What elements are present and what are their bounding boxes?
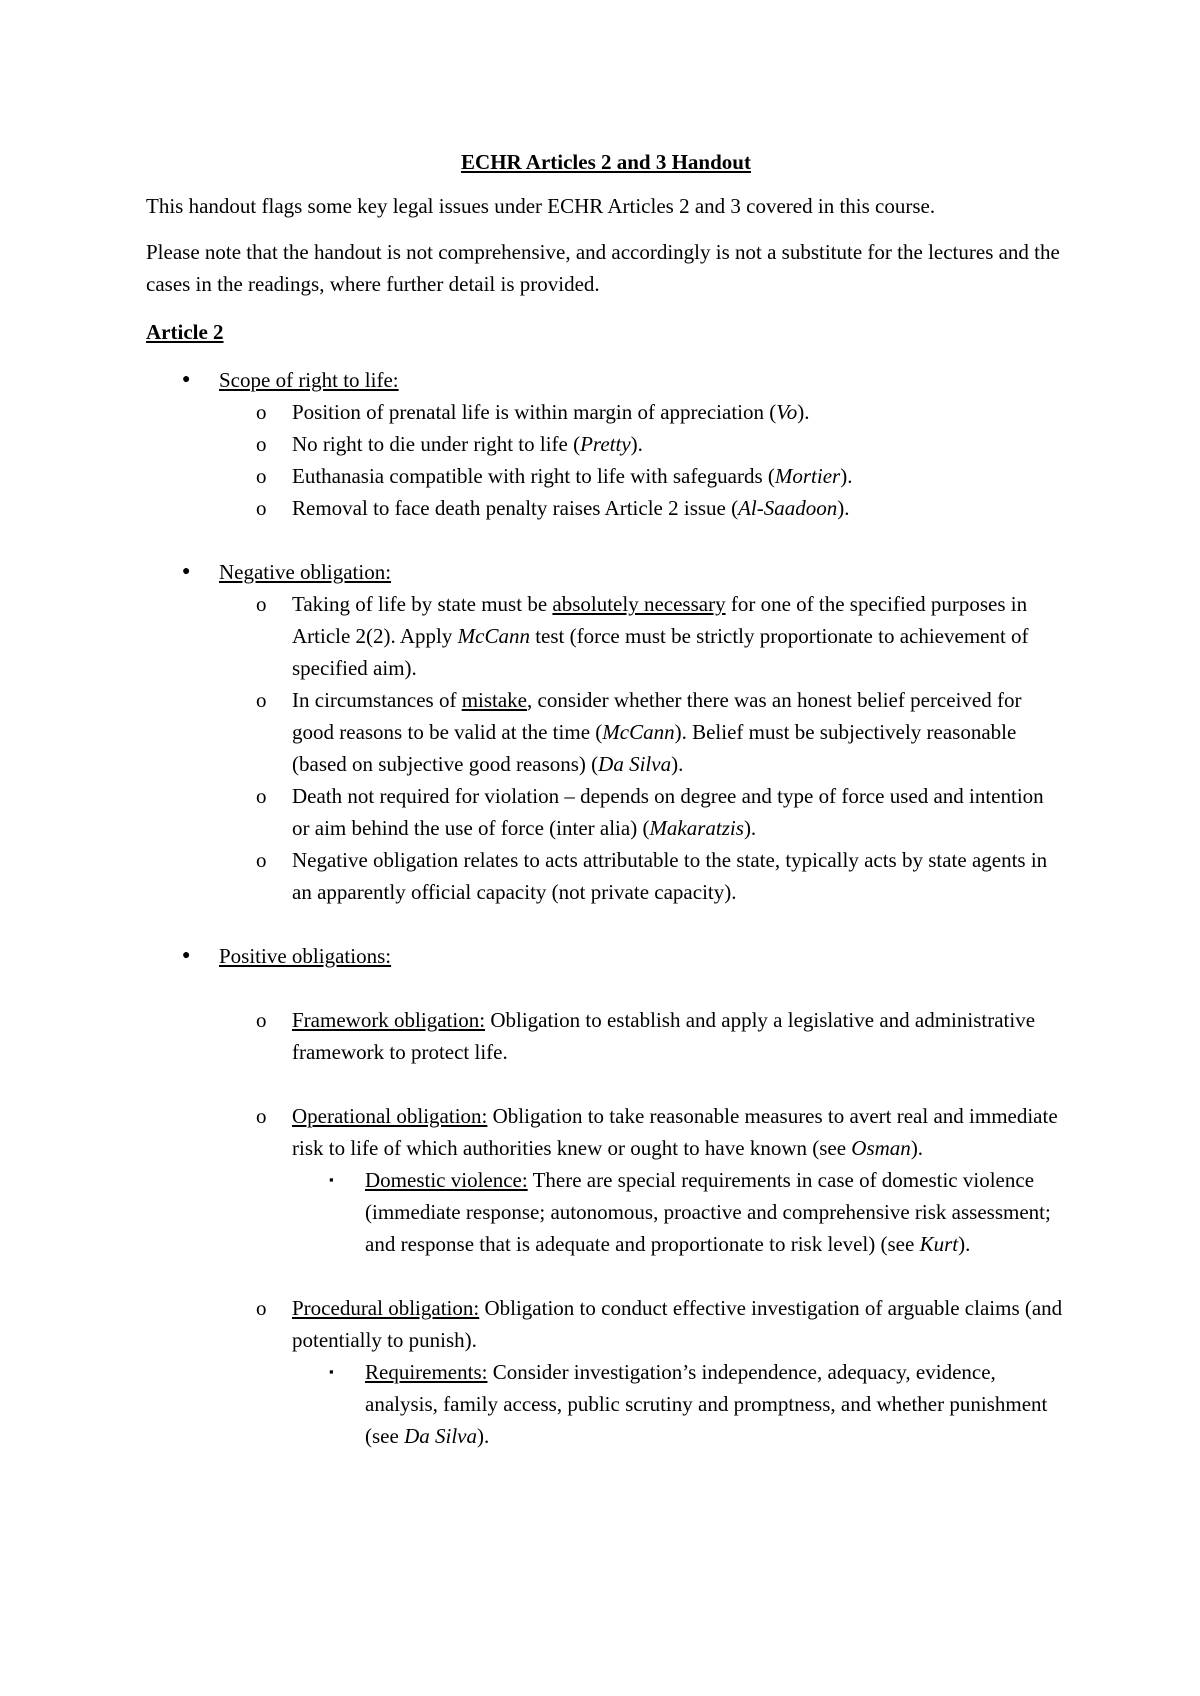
bullet-marker: ● bbox=[182, 372, 191, 387]
list-item bbox=[146, 396, 1066, 428]
negative-section bbox=[146, 556, 1066, 588]
circle-marker: o bbox=[256, 688, 267, 712]
item-text: Negative obligation relates to acts attributable to the state, typically acts by state agents in an apparently official capacity (not private capacity). bbox=[292, 848, 1048, 904]
item-end: ). bbox=[630, 432, 643, 456]
item-end: ). bbox=[743, 816, 757, 840]
case-name: Osman bbox=[851, 1136, 911, 1160]
emphasis: absolutely necessary bbox=[552, 592, 726, 616]
item-text: for one of the specified purposes in Article 2(2). Apply bbox=[292, 592, 1028, 648]
item-text: Death not required for violation – depends on degree and type of force used and intention or aim behind the use of force (inter alia) ( bbox=[292, 784, 1044, 840]
list-item bbox=[146, 1100, 1066, 1164]
list-item bbox=[146, 844, 1066, 908]
case-name: Da Silva bbox=[404, 1424, 477, 1448]
item-text: No right to die under right to life ( bbox=[292, 432, 581, 456]
item-end: ). bbox=[840, 464, 853, 488]
item-end: test (force must be strictly proportionate to achievement of specified aim). bbox=[292, 624, 1029, 680]
item-text: Obligation to conduct effective investigation of arguable claims (and potentially to punish). bbox=[292, 1296, 1063, 1352]
case-name: McCann bbox=[457, 624, 530, 648]
item-end: ). bbox=[671, 752, 684, 776]
circle-marker: o bbox=[256, 592, 267, 616]
case-name: Kurt bbox=[919, 1232, 959, 1256]
item-text: ). Belief must be subjectively reasonable (based on subjective good reasons) ( bbox=[292, 720, 1017, 776]
document-title: ECHR Articles 2 and 3 Handout bbox=[461, 150, 751, 174]
bullet-marker: ● bbox=[182, 564, 191, 579]
item-end: ). bbox=[837, 496, 850, 520]
item-text: Position of prenatal life is within margin of appreciation ( bbox=[292, 400, 777, 424]
item-end: ). bbox=[476, 1424, 490, 1448]
list-item bbox=[146, 780, 1066, 844]
item-end: ). bbox=[797, 400, 810, 424]
item-text: Euthanasia compatible with right to life with safeguards ( bbox=[292, 464, 775, 488]
circle-marker: o bbox=[256, 1104, 267, 1128]
item-text: Taking of life by state must be bbox=[292, 592, 553, 616]
bullet-marker: ● bbox=[182, 948, 191, 963]
item-text: Obligation to take reasonable measures to avert real and immediate risk to life of which authorities knew or ought to have known (see bbox=[292, 1104, 1058, 1160]
circle-marker: o bbox=[256, 784, 267, 808]
negative-label: Negative obligation: bbox=[219, 560, 392, 584]
square-marker: ▪ bbox=[329, 1172, 334, 1187]
procedural-label: Procedural obligation: bbox=[292, 1296, 480, 1320]
scope-section bbox=[146, 364, 1066, 396]
item-end: ). bbox=[958, 1232, 971, 1256]
item-text: There are special requirements in case of domestic violence (immediate response; autonomous, proactive and comprehensive risk assessment; and response that is adequate and proportionate to risk level) (see bbox=[365, 1168, 1051, 1256]
intro-paragraph: This handout flags some key legal issues under ECHR Articles 2 and 3 covered in this course. bbox=[146, 194, 936, 218]
list-item bbox=[146, 460, 1066, 492]
case-name: Makaratzis bbox=[649, 816, 744, 840]
requirements-label: Requirements: bbox=[365, 1360, 488, 1384]
positive-label: Positive obligations: bbox=[219, 944, 392, 968]
positive-section bbox=[146, 940, 1066, 972]
square-marker: ▪ bbox=[329, 1364, 334, 1379]
case-name: Mortier bbox=[774, 464, 841, 488]
circle-marker: o bbox=[256, 848, 267, 872]
scope-label: Scope of right to life: bbox=[219, 368, 399, 392]
circle-marker: o bbox=[256, 464, 267, 488]
list-item bbox=[146, 684, 1066, 780]
item-text: Obligation to establish and apply a legislative and administrative framework to protect life. bbox=[292, 1008, 1036, 1064]
article-2-heading: Article 2 bbox=[146, 320, 224, 344]
case-name: Vo bbox=[776, 400, 798, 424]
case-name: Da Silva bbox=[598, 752, 672, 776]
item-text: In circumstances of bbox=[292, 688, 462, 712]
list-item bbox=[146, 1356, 1066, 1452]
item-text: , consider whether there was an honest belief perceived for good reasons to be valid at the time ( bbox=[292, 688, 1022, 744]
circle-marker: o bbox=[256, 1008, 267, 1032]
item-text: Consider investigation’s independence, adequacy, evidence, analysis, family access, public scrutiny and promptness, and whether punishment (see bbox=[365, 1360, 1048, 1448]
framework-label: Framework obligation: bbox=[292, 1008, 486, 1032]
case-name: Pretty bbox=[580, 432, 631, 456]
list-item bbox=[146, 428, 1066, 460]
item-text: Removal to face death penalty raises Article 2 issue ( bbox=[292, 496, 739, 520]
operational-label: Operational obligation: bbox=[292, 1104, 488, 1128]
list-item bbox=[146, 1004, 1066, 1068]
document-body bbox=[146, 146, 1066, 1452]
item-end: ). bbox=[910, 1136, 924, 1160]
circle-marker: o bbox=[256, 400, 267, 424]
note-paragraph: Please note that the handout is not comprehensive, and accordingly is not a substitute for the lectures and the cases in the readings, where further detail is provided. bbox=[146, 240, 1060, 296]
case-name: McCann bbox=[602, 720, 675, 744]
list-item bbox=[146, 1292, 1066, 1356]
list-item bbox=[146, 588, 1066, 684]
circle-marker: o bbox=[256, 496, 267, 520]
case-name: Al-Saadoon bbox=[738, 496, 838, 520]
list-item bbox=[146, 1164, 1066, 1260]
list-item bbox=[146, 492, 1066, 524]
circle-marker: o bbox=[256, 432, 267, 456]
circle-marker: o bbox=[256, 1296, 267, 1320]
dv-label: Domestic violence: bbox=[365, 1168, 528, 1192]
emphasis: mistake bbox=[461, 688, 528, 712]
